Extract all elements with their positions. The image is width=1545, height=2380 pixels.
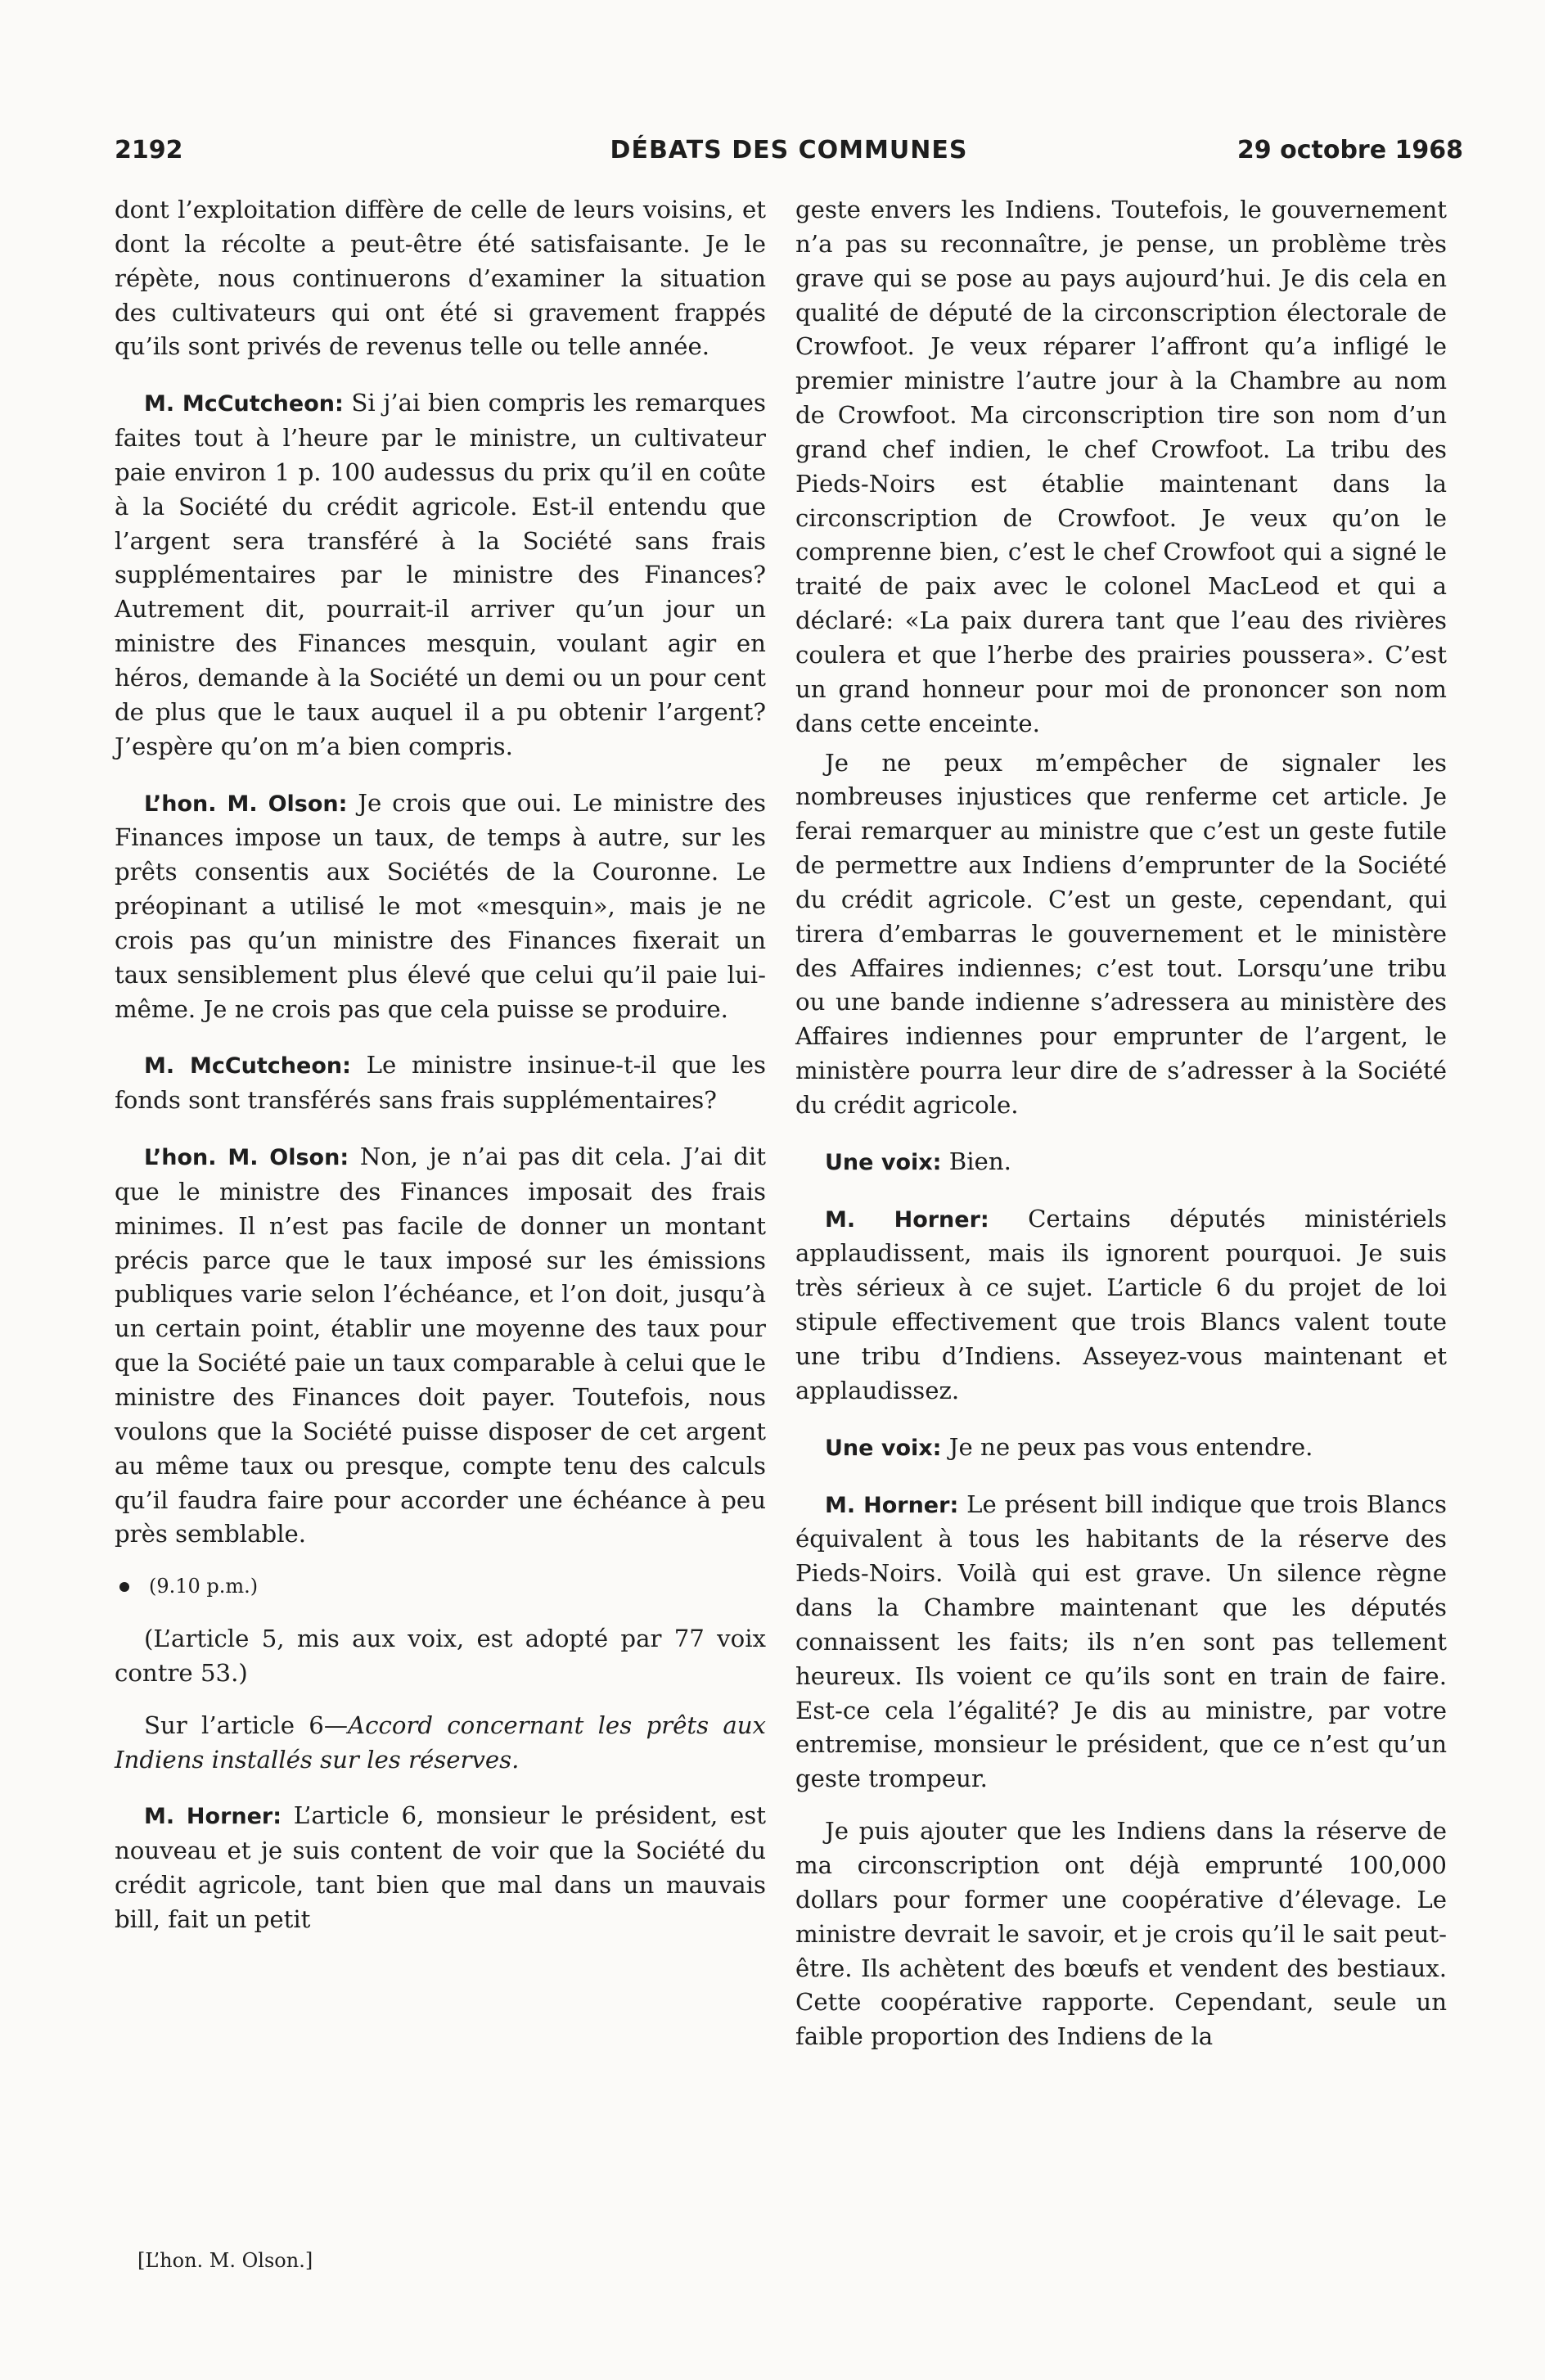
speaker-name: M. Horner: bbox=[144, 1804, 282, 1830]
footer-reference: [L’hon. M. Olson.] bbox=[137, 2249, 313, 2272]
time-text: (9.10 p.m.) bbox=[149, 1575, 259, 1598]
speaker-name: M. McCutcheon: bbox=[144, 1053, 351, 1080]
page-number: 2192 bbox=[115, 136, 183, 165]
speaker-name: M. Horner: bbox=[825, 1492, 959, 1518]
speech-text: Certains députés ministériels applaudissent, mais ils ignorent pourquoi. Je suis très sérieux à ce sujet. L’article 6 du projet de loi stipule effectivement que trois Blancs valent toute une tribu d’Indiens. Asseyez-vous maintenant et applaudissez. bbox=[795, 1204, 1448, 1404]
speech-paragraph bbox=[795, 1488, 1447, 1797]
speech-text: Bien. bbox=[948, 1147, 1011, 1175]
speech-paragraph bbox=[115, 787, 766, 1027]
time-stamp bbox=[115, 1570, 766, 1604]
paragraph: Je ne peux m’empêcher de signaler les nombreuses injustices que renferme cet article. Je ferai remarquer au ministre que c’est un geste futile de permettre aux Indiens d’emprunter de la Société du crédit agricole. C’est un geste, cependant, qui tirera d’embarras le gouvernement et le ministère des Affaires indiennes; c’est tout. Lorsqu’une tribu ou une bande indienne s’adressera au ministère des Affaires indiennes pour emprunter de l’argent, le ministère pourra leur dire de s’adresser à la Société du crédit agricole. bbox=[795, 748, 1447, 1119]
speech-paragraph bbox=[795, 1202, 1447, 1409]
speaker-name: M. McCutcheon: bbox=[144, 391, 344, 417]
vote-result: (L’article 5, mis aux voix, est adopté par 77 voix contre 53.) bbox=[115, 1625, 766, 1687]
speech-paragraph bbox=[115, 1799, 766, 1936]
bullet-icon bbox=[119, 1582, 129, 1592]
speech-paragraph bbox=[115, 1048, 766, 1118]
speaker-name: Une voix: bbox=[825, 1435, 942, 1461]
speaker-name: L’hon. M. Olson: bbox=[144, 791, 348, 817]
speech-text: Si j’ai bien compris les remarques faites tout à l’heure par le ministre, un cultivateur paie environ 1 p. 100 audessus du prix qu’il en coûte à la Société du crédit agricole. Est-il entendu que l’argent sera transféré à la Société sans frais supplémentaires par le ministre des Finances? Autrement dit, pourrait-il arriver qu’un jour un ministre des Finances mesquin, voulant agir en héros, demande à la Société un demi ou un pour cent de plus que le taux auquel il a pu obtenir l’argent? J’espère qu’on m’a bien compris. bbox=[115, 389, 767, 760]
speech-paragraph bbox=[795, 1145, 1447, 1180]
speech-text: Je ne peux pas vous entendre. bbox=[948, 1432, 1313, 1461]
page-header bbox=[115, 136, 1463, 172]
speech-text: Le présent bill indique que trois Blancs équivalent à tous les habitants de la réserve des Pieds-Noirs. Voilà qui est grave. Un silence règne dans la Chambre maintenant que les députés connaissent les faits; ils n’en sont pas tellement heureux. Ils voient ce qu’ils sont en train de faire. Est-ce cela l’égalité? Je dis au ministre, par votre entremise, monsieur le président, que ce n’est qu’un geste trompeur. bbox=[795, 1490, 1447, 1793]
speech-paragraph bbox=[115, 386, 766, 764]
speaker-name: M. Horner: bbox=[825, 1206, 989, 1233]
article-heading-prefix: Sur l’article 6— bbox=[144, 1711, 349, 1739]
speaker-name: L’hon. M. Olson: bbox=[144, 1145, 349, 1171]
paragraph: geste envers les Indiens. Toutefois, le gouvernement n’a pas su reconnaître, je pense, un problème très grave qui se pose au pays aujourd’hui. Je dis cela en qualité de député de la circonscription électorale de Crowfoot. Je veux réparer l’affront qu’a infligé le premier ministre l’autre jour à la Chambre au nom de Crowfoot. Ma circonscription tire son nom d’un grand chef indien, le chef Crowfoot. La tribu des Pieds-Noirs est établie maintenant dans la circonscription de Crowfoot. Je veux qu’on le comprenne bien, c’est le chef Crowfoot qui a signé le traité de paix avec le colonel MacLeod et qui a déclaré: «La paix durera tant que l’eau des rivières coulera et que l’herbe des prairies poussera». C’est un grand honneur pour moi de prononcer son nom dans cette enceinte. bbox=[795, 196, 1447, 737]
speech-text: Non, je n’ai pas dit cela. J’ai dit que le ministre des Finances imposait des frais minimes. Il n’est pas facile de donner un montant précis parce que le taux imposé sur les émissions publiques varie selon l’échéance, et l’on doit, jusqu’à un certain point, établir une moyenne des taux pour que la Société paie un taux comparable à celui que le ministre des Finances doit payer. Toutefois, nous voulons que la Société puisse disposer de cet argent au même taux ou presque, compte tenu des calculs qu’il faudra faire pour accorder une échéance à peu près semblable. bbox=[115, 1143, 766, 1548]
article-heading bbox=[115, 1709, 766, 1778]
paragraph: dont l’exploitation diffère de celle de leurs voisins, et dont la récolte a peut-être été satisfaisante. Je le répète, nous continuerons d’examiner la situation des cultivateurs qui ont été si gravement frappés qu’ils sont privés de revenus telle ou telle année. bbox=[115, 196, 766, 361]
paragraph: Je puis ajouter que les Indiens dans la réserve de ma circonscription ont déjà emprunté 100,000 dollars pour former une coopérative d’élevage. Le ministre devrait le savoir, et je crois qu’il le sait peut-être. Ils achètent des bœufs et vendent des bestiaux. Cette coopérative rapporte. Cependant, seule un faible proportion des Indiens de la bbox=[795, 1817, 1447, 2051]
article-heading-title: Accord concernant les prêts aux Indiens installés sur les réserves. bbox=[115, 1711, 766, 1774]
speech-text: Je crois que oui. Le ministre des Finances impose un taux, de temps à autre, sur les prêts consentis aux Sociétés de la Couronne. Le préopinant a utilisé le mot «mesquin», mais je ne crois pas qu’un ministre des Finances fixerait un taux sensiblement plus élevé que celui qu’il paie lui-même. Je ne crois pas que cela puisse se produire. bbox=[115, 788, 766, 1023]
publication-title: DÉBATS DES COMMUNES bbox=[610, 136, 968, 165]
speech-text: L’article 6, monsieur le président, est nouveau et je suis content de voir que la Société du crédit agricole, tant bien que mal dans un mauvais bill, fait un petit bbox=[115, 1801, 766, 1933]
right-column bbox=[795, 193, 1447, 2054]
left-column bbox=[115, 193, 766, 1937]
speech-paragraph bbox=[795, 1431, 1447, 1466]
publication-date: 29 octobre 1968 bbox=[1236, 136, 1463, 165]
speaker-name: Une voix: bbox=[825, 1149, 942, 1175]
speech-text: Le ministre insinue-t-il que les fonds sont transférés sans frais supplémentaires? bbox=[115, 1051, 766, 1115]
speech-paragraph bbox=[115, 1140, 766, 1552]
